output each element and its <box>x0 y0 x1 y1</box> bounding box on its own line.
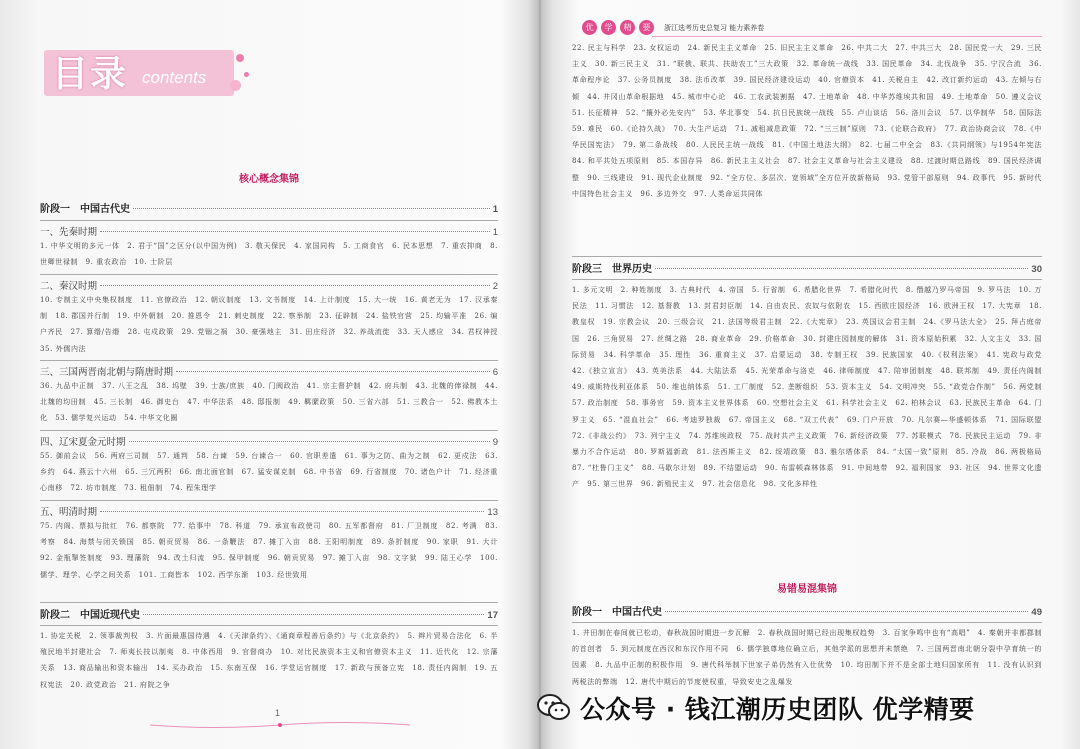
toc-page-number: 30 <box>1031 264 1042 275</box>
toc-stage-1[interactable] <box>40 200 498 215</box>
toc-period-5[interactable] <box>40 504 498 518</box>
toc-stage-title: 阶段一 中国古代史 <box>572 607 662 618</box>
toc-stage-title: 阶段一 中国古代史 <box>40 204 130 215</box>
section-title-core: 核心概念集锦 <box>239 174 299 185</box>
dot-leader <box>133 207 490 209</box>
logo-title: 目录 <box>52 54 129 95</box>
divider <box>40 220 498 221</box>
toc-page-number: 49 <box>1031 607 1042 618</box>
header-chip: 学 <box>601 20 616 35</box>
toc-period-title: 五、明清时期 <box>40 507 98 518</box>
footer-ornament <box>150 720 410 730</box>
toc-period-3[interactable] <box>40 364 498 378</box>
divider <box>40 360 498 361</box>
toc-page-number: 17 <box>487 610 498 621</box>
page-header <box>582 20 764 35</box>
right-page <box>572 0 1050 749</box>
toc-page-number: 9 <box>492 437 498 448</box>
toc-page-number: 2 <box>492 281 498 292</box>
toc-page-number: 13 <box>487 507 498 518</box>
divider <box>40 500 498 501</box>
toc-stage-title: 阶段二 中国近现代史 <box>40 610 140 621</box>
divider <box>40 430 498 431</box>
toc-entries: 10. 专制主义中央集权制度 11. 官僚政治 12. 朝议制度 13. 文书制度 14. 上计制度 15. 大一统 16. 黄老无为 17. 汉承秦制 18. 郡国并行制 19. 中外朝制 20. 推恩令 21. 刺史制度 22. 察举制 23. 征辟制 24. 盐铁官营 25. 均输平准 26. 编户齐民 27. 算缗/告缗 28. 屯戍政策 29. 党锢之祸 30. 豪强地主 31. 田庄经济 32. 养战流徙 33. 天人感应 34. 君权神授 35. 外儒内法 <box>40 296 506 353</box>
toc-period-title: 三、三国两晋南北朝与隋唐时期 <box>40 367 174 378</box>
toc-page-number: 1 <box>492 204 498 215</box>
toc-period-title: 一、先秦时期 <box>40 227 98 238</box>
wechat-icon <box>536 690 572 726</box>
toc-entries: 1. 多元文明 2. 种姓制度 3. 古典时代 4. 帝国 5. 行省制 6. 希腊化世界 7. 希腊化时代 8. 僭越乃罗马帝国 9. 罗马法 10. 万民法 11. 习惯法 12. 基督教 13. 封君封臣制 14. 自由农民、农奴与依附农 15. 西欧庄园经济 16. 欧洲王权 17. 大宪章 18. 教皇权 19. 宗教会议 20. 三级会议 21. 法国等级君主制 22.《大宪章》 23. 英国议会君主制 24.《罗马法大全》 25. 拜占庭帝国 26. 三角贸易 27. 丝绸之路 28. 商业革命 29. 价格革命 30. 封建庄园制度的解体 31. 资本原始积累 32. 人文主义 33. 国际贸易 34. 科学革命 35. 理性 36. 重商主义 37. 启蒙运动 38. 专制王权 39. 民族国家 40.《权利法案》 41. 宪政与政党 42.《独立宣言》 43. 英美法系 44. 大陆法系 45. 光荣革命与洛克 46. 律师制度 47. 陪审团制度 48. 联邦制 49. 责任内阁制 49. 威斯特伐利亚体系 50. 维也纳体系 51. 工厂制度 52. 垄断组织 53. 资本主义 54. 文明冲突 55. “政党合作制” 56. 两党制 57. 政治制度 58. 事务官 59. 资本主义世界体系 60. 空想社会主义 61. 科学社会主义 62. 柏林会议 63. 民族民主革命 64. 门罗主义 65. “混血社会” 66. 考迪罗独裁 67. 帝国主义 68. “双工代表” 69. 门户开放 70. 凡尔赛—华盛顿体系 71. 国际联盟 72.《非战公约》 73. 列宁主义 74. 苏维埃政权 75. 战时共产主义政策 76. 新经济政策 77. 苏联模式 78. 民族民主运动 79. 非暴力不合作运动 80. 罗斯福新政 81. 法西斯主义 82. 绥靖政策 83. 雅尔塔体系 84. “太国一致”原则 85. 冷战 86. 两极格局 87. “杜鲁门主义” 88. 马歇尔计划 89. 不结盟运动 90. 布雷顿森林体系 91. 中间地带 92. 福利国家 93. 社区 94. 世界文化遗产 95. 第三世界 96. 新殖民主义 97. 社会信息化 98. 文化多样性 <box>572 286 1050 489</box>
toc-stage-4[interactable] <box>572 603 1042 618</box>
toc-entries: 36. 九品中正制 37. 八王之乱 38. 坞壁 39. 士族/庶族 40. 门阀政治 41. 宗主督护制 42. 府兵制 43. 北魏的俸禄制 44. 北魏的均田制 45. 三长制 46. 御史台 47. 中华法系 48. 邸报制 49. 羁縻政策 50. 三省六部 51. 三教合一 52. 佛教本土化 53. 儒学复兴运动 54. 中华文化圈 <box>40 382 498 423</box>
book-fold-shadow <box>528 0 552 749</box>
toc-stage-2[interactable] <box>40 606 498 621</box>
toc-entries: 1. 中华文明的多元一体 2. 君于“国”之区分(以中国为例) 3. 敬天保民 4. 家国同构 5. 工商食官 6. 民本思想 7. 重农抑商 8. 世卿世禄制 9. 重农政治 10. 士阶层 <box>40 242 498 267</box>
divider <box>40 274 498 275</box>
dot-leader <box>655 267 1028 269</box>
toc-period-4[interactable] <box>40 434 498 448</box>
toc-stage-3[interactable] <box>572 260 1042 275</box>
toc-page-number: 6 <box>492 367 498 378</box>
header-line <box>652 36 1042 37</box>
logo-dot-2 <box>244 72 249 77</box>
header-chip: 优 <box>582 20 597 35</box>
page-number-footer: 1 <box>275 708 281 718</box>
dot-leader <box>100 284 490 286</box>
divider <box>40 625 498 626</box>
header-book-title: 浙江选考历史总复习 能力素养卷 <box>664 23 765 32</box>
header-chip: 精 <box>620 20 635 35</box>
dot-leader <box>665 610 1028 612</box>
toc-entries: 55. 御前会议 56. 两府三司制 57. 通判 58. 台谏 59. 台谏合一 60. 官职差遣 61. 事为之防、曲为之制 62. 更戍法 63. 乡约 64. 燕云十六州 65. 三冗两积 66. 南北面官制 67. 猛安谋克制 68. 中书省 69. 行省制度 70. 诸色户计 71. 经济重心南移 72. 坊市制度 73. 租佃制 74. 程朱理学 <box>40 452 498 493</box>
dot-leader <box>129 440 490 442</box>
toc-period-title: 四、辽宋夏金元时期 <box>40 437 126 448</box>
section-title-errors: 易错易混集锦 <box>777 584 837 595</box>
toc-entries: 75. 内阁、票拟与批红 76. 都察院 77. 给事中 78. 科道 79. 承宣布政使司 80. 五军都督府 81. 厂卫制度 82. 考满 83. 考察 84. 海禁与闭关锁国 85. 朝贡贸易 86. 一条鞭法 87. 摊丁入亩 88. 王阳明制度 89. 条折制度 90. 家职 91. 大计 92. 金瓶掣签制度 93. 理藩院 94. 改土归流 95. 保甲制度 96. 朝贡贸易 97. 摊丁入亩 98. 文字狱 99. 陆王心学 100. 儒学、理学、心学之间关系 101. 工商皆本 102. 西学东渐 103. 经世致用 <box>40 522 506 579</box>
divider <box>40 602 498 603</box>
toc-page-number: 1 <box>492 227 498 238</box>
dot-leader <box>100 230 490 232</box>
toc-entries: 1. 协定关税 2. 领事裁判权 3. 片面最惠国待遇 4.《天津条约》、《通商章程善后条约》与《北京条约》 5. 辫片贸易合法化 6. 半殖民地半封建社会 7. 师夷长技以制夷 8. 中体西用 9. 官督商办 10. 对比民族资本主义和官僚资本主义 11. 近代化 12. 宗藩关系 13. 商品输出和资本输出 14. 买办政治 15. 东南互保 16. 学堂运官制度 17. 新政与预备立宪 18. 责任内阁制 19. 五权宪法 20. 政党政治 21. 府院之争 <box>40 632 498 689</box>
toc-entries: 22. 民主与科学 23. 女权运动 24. 新民主主义革命 25. 旧民主主义革命 26. 中共二大 27. 中共三大 28. 国民党一大 29. 三民主义 30. 新三民主义 31. “联俄、联共、扶助农工”三大政策 32. 革命统一战线 33. 国民革命 34. 北伐战争 35. 宁汉合流 36. 革命程序论 37. 公务员制度 38. 法币改革 39. 国民经济建设运动 40. 官僚资本 41. 关税自主 42. 改订新约运动 43. 左倾与右倾 44. 井冈山革命根据地 45. 城市中心论 46. 工农武装割据 47. 土地革命 48. 中华苏维埃共和国 49. 土地革命 50. 遵义会议 51. 长征精神 52. “攘外必先安内” 53. 华北事变 54. 抗日民族统一战线 55. 卢山谈话 56. 洛川会议 57. 以华制华 58. 国际法 59. 难民 60.《论持久战》 70. 大生产运动 71. 减租减息政策 72. “三三制”原则 73.《论联合政府》 77. 政治协商会议 78.《中华民国宪法》 79. 第二条战线 80. 人民民主统一战线 81.《中国土地法大纲》 82. 七届二中全会 83.《共同纲领》与1954年宪法 84. 和平共处五项原则 85. 本国存异 86. 新民主主义社会 87. 社会主义革命与社会主义建设 88. 过渡时期总路线 89. 国民经济调整 90. 三线建设 91. 现代企业制度 92. “全方位、多层次、宽领域”全方位开放新格局 93. 党管干部原则 94. 政事代 95. 新时代中国特色社会主义 96. 多边外交 97. 人类命运共同体 <box>572 44 1050 198</box>
dot-leader <box>143 613 484 615</box>
logo-dot-1 <box>236 54 244 62</box>
toc-period-title: 二、秦汉时期 <box>40 281 98 292</box>
toc-stage-title: 阶段三 世界历史 <box>572 264 652 275</box>
toc-entries: 1. 井田制在春间就已松动，春秋战国时期进一步瓦解 2. 春秋战国时期已经出现集权趋势 3. 百家争鸣中也有“高唱” 4. 秦朝并非都郡制的首创者 5. 到元制度在西汉和东汉作用不同 6. 儒学独尊地位确立后，其他学派的思想并未禁绝 7. 三国两晋南北朝分裂中孕育统一的因素 8. 九品中正制的积极作用 9. 唐代科举制下世家子弟仍然有入仕优势 10. 均田制下并不是全部土地归国家所有 11. 没有认识到两税法的弊端 12. 唐代中期后的节度使权重，导致安史之乱爆发 <box>572 629 1042 686</box>
logo-subtitle: contents <box>142 68 207 87</box>
watermark-text: 公众号 · 钱江潮历史团队 优学精要 <box>580 695 975 724</box>
divider <box>572 622 1042 623</box>
divider <box>572 256 1042 257</box>
toc-period-1[interactable] <box>40 224 498 238</box>
dot-leader <box>176 370 490 372</box>
left-page <box>30 0 508 749</box>
dot-leader <box>100 510 484 512</box>
divider <box>572 279 1042 280</box>
logo-dot-3 <box>230 80 241 91</box>
toc-period-2[interactable] <box>40 278 498 292</box>
header-chip: 要 <box>639 20 654 35</box>
watermark <box>536 686 1056 730</box>
contents-logo <box>44 40 254 106</box>
